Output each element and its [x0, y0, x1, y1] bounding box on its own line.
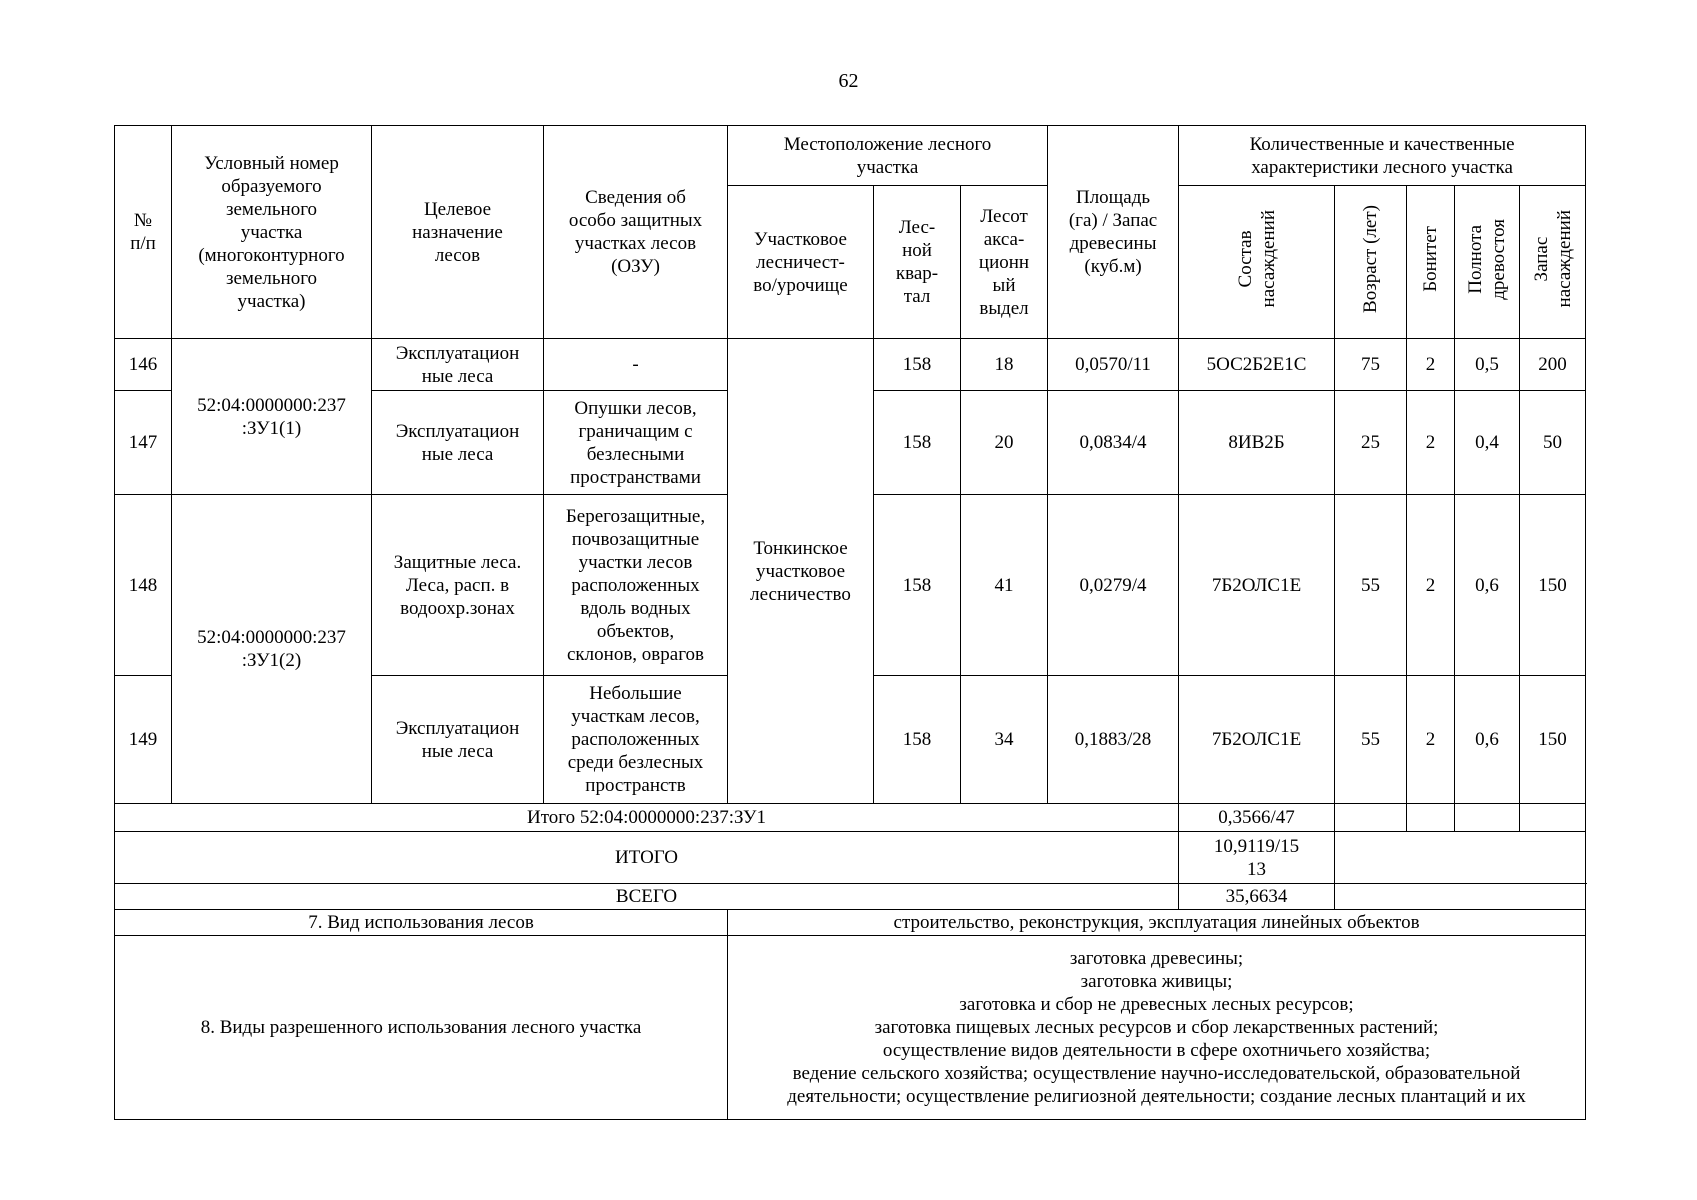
- forest-plot-table: [114, 125, 1586, 1120]
- row-density: 0,4: [1455, 391, 1520, 495]
- grand-total-row: [115, 884, 1586, 910]
- row-area: 0,0279/4: [1048, 495, 1179, 676]
- header-row-1: [115, 126, 1586, 186]
- header-quarter: Лес- ной квар- тал: [874, 186, 961, 339]
- header-area: Площадь (га) / Запас древесины (куб.м): [1048, 126, 1179, 339]
- row-area: 0,1883/28: [1048, 676, 1179, 804]
- header-stock: Запас насаждений: [1520, 186, 1586, 339]
- row-composition: 7Б2ОЛС1Е: [1179, 495, 1335, 676]
- row-purpose: Эксплуатацион ные леса: [372, 676, 544, 804]
- row-age: 25: [1335, 391, 1407, 495]
- grand-total-area: 35,6634: [1179, 884, 1335, 910]
- empty-cell: [1455, 804, 1520, 832]
- header-purpose: Целевое назначение лесов: [372, 126, 544, 339]
- row-age: 75: [1335, 339, 1407, 391]
- row-ozu: Берегозащитные, почвозащитные участки лесов расположенных вдоль водных объектов, склонов, оврагов: [544, 495, 728, 676]
- table-row: [115, 339, 1586, 391]
- total-row: [115, 832, 1586, 884]
- row-allotment: 34: [961, 676, 1048, 804]
- row-num: 149: [115, 676, 172, 804]
- row-stock: 150: [1520, 495, 1586, 676]
- row-stock: 50: [1520, 391, 1586, 495]
- usage-label: 7. Вид использования лесов: [115, 910, 728, 936]
- empty-cell: [1335, 832, 1586, 884]
- row-num: 146: [115, 339, 172, 391]
- row-stock: 200: [1520, 339, 1586, 391]
- row-composition: 8ИВ2Б: [1179, 391, 1335, 495]
- row-bonitet: 2: [1407, 676, 1455, 804]
- permitted-usage-row: [115, 936, 1586, 1120]
- row-allotment: 20: [961, 391, 1048, 495]
- header-bonitet: Бонитет: [1407, 186, 1455, 339]
- total-area: 10,9119/15 13: [1179, 832, 1335, 884]
- row-purpose: Эксплуатацион ные леса: [372, 391, 544, 495]
- subtotal-row: [115, 804, 1586, 832]
- row-ozu: -: [544, 339, 728, 391]
- row-composition: 5ОС2Б2Е1С: [1179, 339, 1335, 391]
- header-density: Полнота древостоя: [1455, 186, 1520, 339]
- header-composition: Состав насаждений: [1179, 186, 1335, 339]
- row-quarter: 158: [874, 391, 961, 495]
- row-ozu: Небольшие участкам лесов, расположенных среди безлесных пространств: [544, 676, 728, 804]
- row-area: 0,0570/11: [1048, 339, 1179, 391]
- empty-cell: [1335, 804, 1407, 832]
- row-density: 0,6: [1455, 676, 1520, 804]
- header-location-group: Местоположение лесного участка: [728, 126, 1048, 186]
- row-stock: 150: [1520, 676, 1586, 804]
- row-quarter: 158: [874, 676, 961, 804]
- row-num: 148: [115, 495, 172, 676]
- row-bonitet: 2: [1407, 495, 1455, 676]
- row-composition: 7Б2ОЛС1Е: [1179, 676, 1335, 804]
- header-forestry: Участковое лесничест- во/урочище: [728, 186, 874, 339]
- header-allotment: Лесот акса- ционн ый выдел: [961, 186, 1048, 339]
- header-ozu: Сведения об особо защитных участках лесов (ОЗУ): [544, 126, 728, 339]
- usage-row: [115, 910, 1586, 936]
- row-purpose: Защитные леса. Леса, расп. в водоохр.зонах: [372, 495, 544, 676]
- page-number: 62: [838, 70, 859, 92]
- header-characteristics-group: Количественные и качественные характеристики лесного участка: [1179, 126, 1586, 186]
- header-age: Возраст (лет): [1335, 186, 1407, 339]
- row-age: 55: [1335, 676, 1407, 804]
- plot-number: 52:04:0000000:237 :ЗУ1(2): [172, 495, 372, 804]
- forestry-name: Тонкинское участковое лесничество: [728, 339, 874, 804]
- total-label: ИТОГО: [115, 832, 1179, 884]
- header-num: № п/п: [115, 126, 172, 339]
- row-bonitet: 2: [1407, 391, 1455, 495]
- grand-total-label: ВСЕГО: [115, 884, 1179, 910]
- row-area: 0,0834/4: [1048, 391, 1179, 495]
- row-bonitet: 2: [1407, 339, 1455, 391]
- subtotal-label: Итого 52:04:0000000:237:ЗУ1: [115, 804, 1179, 832]
- row-purpose: Эксплуатацион ные леса: [372, 339, 544, 391]
- row-density: 0,5: [1455, 339, 1520, 391]
- row-density: 0,6: [1455, 495, 1520, 676]
- permitted-usage-label: 8. Виды разрешенного использования лесного участка: [115, 936, 728, 1120]
- subtotal-area: 0,3566/47: [1179, 804, 1335, 832]
- header-conditional-number: Условный номер образуемого земельного участка (многоконтурного земельного участка): [172, 126, 372, 339]
- empty-cell: [1335, 884, 1586, 910]
- row-allotment: 18: [961, 339, 1048, 391]
- row-quarter: 158: [874, 495, 961, 676]
- row-num: 147: [115, 391, 172, 495]
- empty-cell: [1520, 804, 1586, 832]
- row-quarter: 158: [874, 339, 961, 391]
- row-age: 55: [1335, 495, 1407, 676]
- row-allotment: 41: [961, 495, 1048, 676]
- empty-cell: [1407, 804, 1455, 832]
- usage-value: строительство, реконструкция, эксплуатация линейных объектов: [728, 910, 1586, 936]
- row-ozu: Опушки лесов, граничащим с безлесными пространствами: [544, 391, 728, 495]
- permitted-usage-list: заготовка древесины; заготовка живицы; заготовка и сбор не древесных лесных ресурсов; заготовка пищевых лесных ресурсов и сбор лекарственных растений; осуществление видов деятельности в сфере охотничьего хозяйства; ведение сельского хозяйства; осуществление научно-исследовательской, образовательной деятельности; осуществление религиозной деятельности; создание лесных плантаций и их: [728, 936, 1586, 1120]
- plot-number: 52:04:0000000:237 :ЗУ1(1): [172, 339, 372, 495]
